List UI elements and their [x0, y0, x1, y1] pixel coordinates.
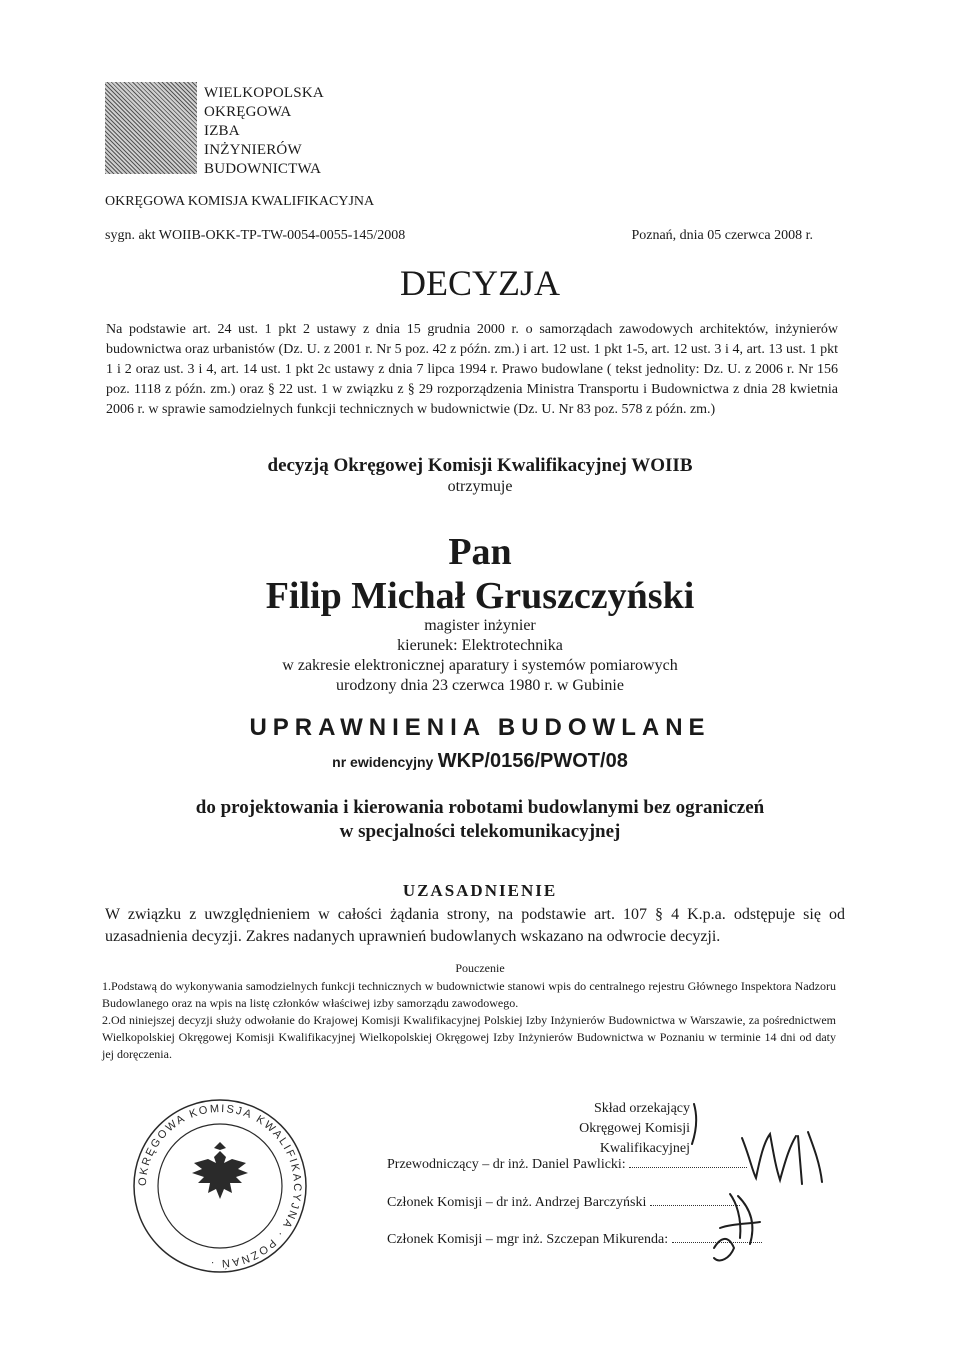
chamber-name-line: OKRĘGOWA — [204, 104, 292, 120]
recipient-name: Filip Michał Gruszczyński — [265, 575, 695, 617]
chamber-name-line: IZBA — [204, 123, 240, 139]
panel-member — [387, 1193, 740, 1211]
recipient-details — [0, 616, 960, 696]
handwritten-signatures — [690, 1098, 880, 1278]
panel-member-label: Przewodniczący – dr inż. Daniel Pawlicki: — [387, 1157, 626, 1172]
chamber-name-line: WIELKOPOLSKA — [204, 85, 324, 101]
instruction-list — [102, 978, 836, 1063]
panel-title-line: Okręgowej Komisji Kwalifikacyjnej — [579, 1121, 690, 1156]
chamber-name — [204, 84, 324, 179]
recipient-degree: magister inżynier — [424, 617, 536, 634]
case-reference: sygn. akt WOIIB-OKK-TP-TW-0054-0055-145/2008 — [105, 228, 406, 243]
registry-number-value: WKP/0156/PWOT/08 — [437, 750, 628, 772]
panel-member-label: Członek Komisji – mgr inż. Szczepan Mikurenda: — [387, 1232, 669, 1247]
panel-member-label: Członek Komisji – dr inż. Andrzej Barczyński — [387, 1195, 647, 1210]
receives-label: otrzymuje — [447, 478, 513, 495]
permits-title: UPRAWNIENIA BUDOWLANE — [249, 714, 711, 741]
document-title: DECYZJA — [400, 263, 560, 303]
legal-basis-paragraph: Na podstawie art. 24 ust. 1 pkt 2 ustawy z dnia 15 grudnia 2000 r. o samorządach zawodowych architektów, inżynierów budownictwa oraz urbanistów (Dz. U. z 2001 r. Nr 5 poz. 42 z późn. zm.) i art. 12 ust. 1 pkt 1-5, art. 12 ust. 3 i 4, art. 13 ust. 1 pkt 1 i 2 oraz ust. 3 i 4, art. 14 ust. 1 pkt 2c ustawy z dnia 7 lipca 1994 r. Prawo budowlane ( tekst jednolity: Dz. U. z 2006 r. Nr 156 poz. 1118 z późn. zm.) oraz § 22 ust. 1 w związku z § 29 rozporządzenia Ministra Transportu i Budownictwa z dnia 28 kwietnia 2006 r. w sprawie samodzielnych funkcji technicznych w budownictwie (Dz. U. Nr 83 poz. 578 z późn. zm.) — [106, 322, 838, 417]
registry-number-label: nr ewidencyjny — [332, 754, 434, 770]
recipient-field: kierunek: Elektrotechnika — [397, 637, 563, 654]
commission-name: OKRĘGOWA KOMISJA KWALIFIKACYJNA — [105, 194, 375, 209]
adjudicating-panel-title — [520, 1099, 690, 1159]
recipient-specialization: w zakresie elektronicznej aparatury i systemów pomiarowych — [282, 657, 678, 674]
permits-scope-line: do projektowania i kierowania robotami budowlanymi bez ograniczeń — [195, 797, 765, 818]
instruction-title: Pouczenie — [455, 961, 505, 975]
decision-authority: decyzją Okręgowej Komisji Kwalifikacyjnej WOIIB — [267, 455, 693, 476]
justification-text: W związku z uwzględnieniem w całości żądania strony, na podstawie art. 107 § 4 K.p.a. odstępuje się od uzasadnienia decyzji. Zakres nadanych uprawnień budowlanych wskazano na odwrocie decyzji. — [105, 906, 845, 945]
justification-title: UZASADNIENIE — [402, 881, 558, 900]
chamber-logo-image — [105, 82, 197, 174]
panel-title-line: Skład orzekający — [593, 1101, 690, 1116]
chamber-name-line: BUDOWNICTWA — [204, 161, 322, 177]
instruction-item: 2.Od niniejszej decyzji służy odwołanie do Krajowej Komisji Kwalifikacyjnej Polskiej Izby Inżynierów Budownictwa w Warszawie, za pośrednictwem Wielkopolskiej Okręgowej Komisji Kwalifikacyjnej Wielkopolskiej Okręgowej Izby Inżynierów Budownictwa w Poznaniu w terminie 14 dni od daty jej doręczenia. — [102, 1013, 836, 1061]
chamber-name-line: INŻYNIERÓW — [204, 142, 302, 158]
official-seal-stamp — [130, 1096, 310, 1276]
recipient-birth: urodzony dnia 23 czerwca 1980 r. w Gubinie — [336, 677, 624, 694]
eagle-emblem-icon — [192, 1142, 248, 1199]
permits-scope — [0, 796, 960, 844]
recipient-salutation: Pan — [448, 531, 512, 573]
instruction-item: 1.Podstawą do wykonywania samodzielnych funkcji technicznych w budownictwie stanowi wpis do centralnego rejestru Głównego Inspektora Nadzoru Budowlanego oraz na wpis na listę członków właściwej izby samorządu zawodowego. — [102, 979, 836, 1010]
permits-specialty-line: w specjalności telekomunikacyjnej — [339, 821, 621, 842]
seal-text: OKRĘGOWA KOMISJA KWALIFIKACYJNA · POZNAŃ · — [136, 1102, 304, 1270]
place-date: Poznań, dnia 05 czerwca 2008 r. — [631, 228, 813, 243]
registry-number-line — [0, 750, 960, 773]
